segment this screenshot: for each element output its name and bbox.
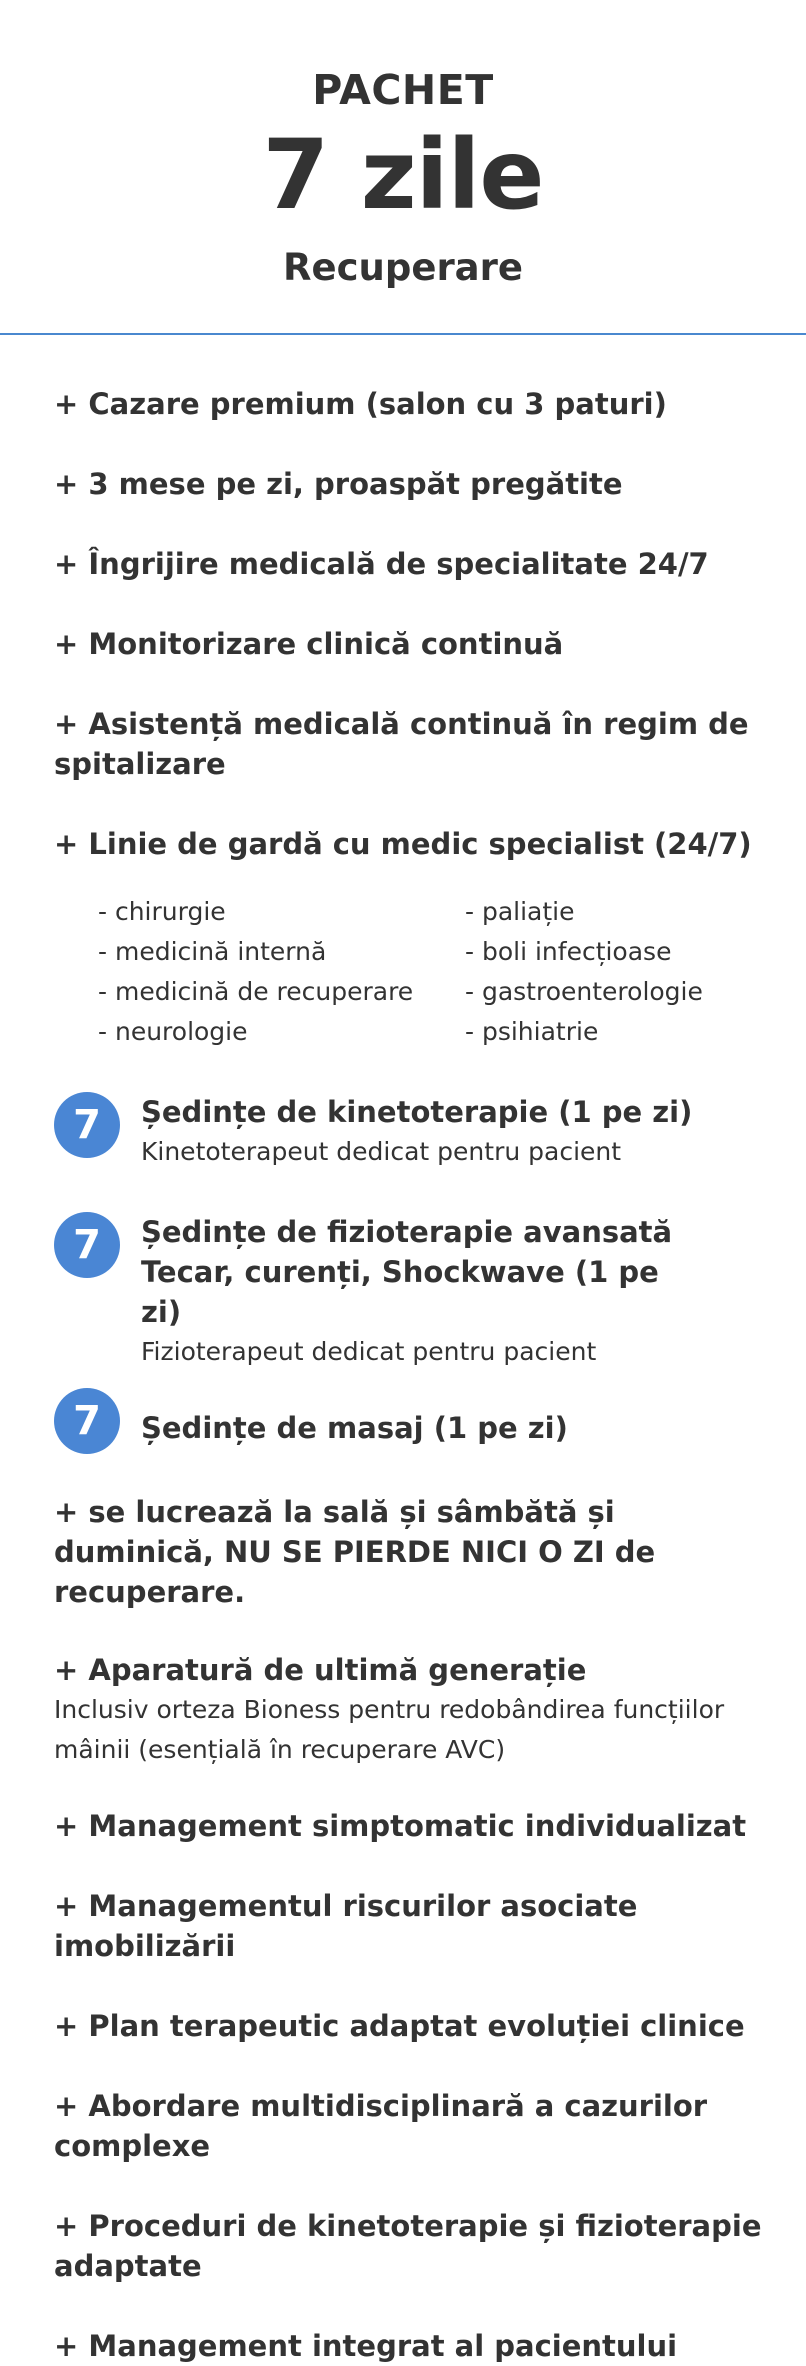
specialty-item: - chirurgie [98,897,226,926]
feature-risk-management: + Managementul riscurilor asociate imobilizării [54,1889,638,1963]
specialty-item: - boli infecțioase [465,937,672,966]
specialty-item: - gastroenterologie [465,977,703,1006]
session-title: Ședințe de kinetoterapie (1 pe zi) [141,1095,693,1129]
specialty-item: - neurologie [98,1017,248,1046]
session-subtitle: Kinetoterapeut dedicat pentru pacient [141,1137,622,1166]
feature-integrated-management: + Management integrat al pacientului [54,2329,678,2363]
specialty-item: - psihiatrie [465,1017,599,1046]
session-count-badge: 7 [54,1388,120,1454]
specialties-list [98,892,774,1052]
package-title: 7 zile [262,119,544,231]
package-kicker: PACHET [312,66,494,114]
package-header [0,0,806,292]
session-text [141,1212,701,1372]
session-subtitle: Fizioterapeut dedicat pentru pacient [141,1337,597,1366]
session-text [141,1092,692,1172]
session-kinetotherapy [54,1092,774,1172]
feature-therapeutic-plan: + Plan terapeutic adaptat evoluției clinice [54,2009,745,2043]
weekend-note: + se lucrează la sală și sâmbătă și duminică, NU SE PIERDE NICI O ZI de recuperare. [54,1495,656,1609]
feature-equipment: + Aparatură de ultimă generație [54,1653,587,1687]
session-count-badge: 7 [54,1212,120,1278]
header-divider [0,333,806,335]
package-subtitle: Recuperare [283,246,523,289]
session-text [141,1394,568,1448]
feature-specialist-line: + Linie de gardă cu medic specialist (24/7) [54,827,752,861]
specialty-item: - paliație [465,897,575,926]
equipment-description: Inclusiv orteza Bioness pentru redobândirea funcțiilor mâinii (esențială în recuperare AVC) [54,1695,725,1764]
feature-procedures: + Proceduri de kinetoterapie și fizioterapie adaptate [54,2209,762,2283]
package-features [54,384,774,2366]
session-massage [54,1388,774,1454]
feature-accommodation: + Cazare premium (salon cu 3 paturi) [54,387,667,421]
feature-medical-care: + Îngrijire medicală de specialitate 24/7 [54,547,709,581]
session-title: Ședințe de fizioterapie avansată Tecar, curenți, Shockwave (1 pe zi) [141,1215,673,1329]
feature-meals: + 3 mese pe zi, proaspăt pregătite [54,467,623,501]
session-physiotherapy [54,1212,774,1372]
feature-symptom-management: + Management simptomatic individualizat [54,1809,747,1843]
session-count-badge: 7 [54,1092,120,1158]
feature-hospital-assistance: + Asistență medicală continuă în regim de spitalizare [54,707,749,781]
session-title: Ședințe de masaj (1 pe zi) [141,1411,568,1445]
feature-clinical-monitoring: + Monitorizare clinică continuă [54,627,564,661]
specialty-item: - medicină internă [98,937,327,966]
feature-multidisciplinary: + Abordare multidisciplinară a cazurilor complexe [54,2089,708,2163]
specialty-item: - medicină de recuperare [98,977,414,1006]
